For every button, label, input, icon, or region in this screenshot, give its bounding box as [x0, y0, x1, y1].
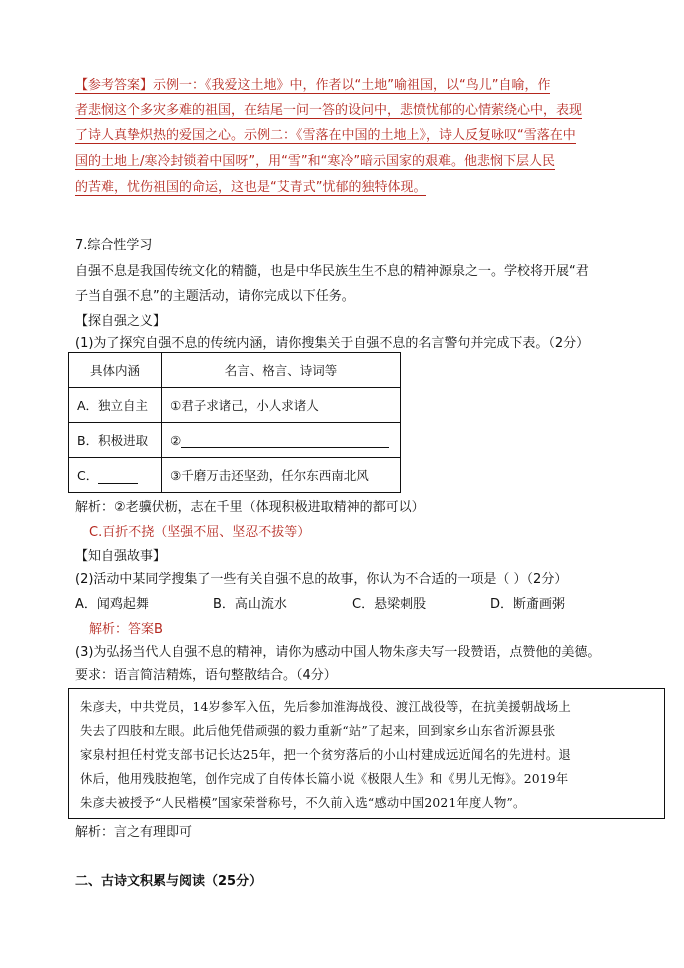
section-story-heading: 【知自强故事】 [75, 549, 167, 564]
table-row [69, 458, 401, 493]
option-d: D．断齑画粥 [490, 597, 566, 612]
question-7-title: 7.综合性学习 [75, 238, 153, 253]
quotes-table [68, 352, 401, 493]
subquestion-3-line-2: 要求：语言简洁精炼，语句整散结合。（4分） [75, 668, 337, 683]
subquestion-3-line-1: (3)为弘扬当代人自强不息的精神，请你为感动中国人物朱彦夫写一段赞语，点赞他的美德。 [75, 645, 601, 660]
answer-line-1: 【参考答案】示例一：《我爱这土地》中，作者以“土地”喻祖国，以“鸟儿”自喻，作 [75, 78, 551, 93]
table-cell-quote: ①君子求诸己，小人求诸人 [162, 388, 401, 423]
table-cell-quote: ② [162, 423, 401, 458]
table-header-quotes: 名言、格言、诗词等 [162, 353, 401, 388]
table-row [69, 423, 401, 458]
option-b: B．高山流水 [213, 597, 287, 612]
section-two-heading: 二、古诗文积累与阅读（25分） [75, 874, 263, 889]
option-c: C．悬梁刺股 [352, 597, 427, 612]
answer-label: 【参考答案】 [75, 78, 154, 93]
table-cell-meaning: C． [69, 458, 162, 493]
section-explore-heading: 【探自强之义】 [75, 314, 167, 329]
intro-line-1: 自强不息是我国传统文化的精髓，也是中华民族生生不息的精神源泉之一。学校将开展“君 [75, 264, 589, 279]
material-line: 失去了四肢和左眼。此后他凭借顽强的毅力重新“站”了起来，回到家乡山东省沂源县张 [80, 724, 556, 738]
material-line: 家泉村担任村党支部书记长达25年，把一个贫穷落后的小山村建成远近闻名的先进村。退 [80, 748, 571, 762]
answer-line-2: 者悲悯这个多灾多难的祖国，在结尾一问一答的设问中，悲愤忧郁的心情萦绕心中，表现 [75, 103, 583, 118]
table-header-row [69, 353, 401, 388]
analysis-3: 解析：言之有理即可 [75, 825, 193, 840]
material-line: 休后，他用残肢抱笔，创作完成了自传体长篇小说《极限人生》和《男儿无悔》。2019年 [80, 772, 569, 786]
subquestion-1: (1)为了探究自强不息的传统内涵，请你搜集关于自强不息的名言警句并完成下表。（2分） [75, 336, 590, 351]
table-row [69, 388, 401, 423]
table-cell-quote: ③千磨万击还坚劲，任尔东西南北风 [162, 458, 401, 493]
analysis-1b: C.百折不挠（坚强不屈、坚忍不拔等） [89, 525, 311, 540]
blank-line [98, 483, 138, 484]
table-header-meaning: 具体内涵 [69, 353, 162, 388]
option-a: A．闻鸡起舞 [75, 597, 149, 612]
answer-line-5: 的苦难，忧伤祖国的命运，这也是“艾青式”忧郁的独特体现。 [75, 180, 427, 195]
material-line: 朱彦夫被授予“人民楷模”国家荣誉称号，不久前入选“感动中国2021年度人物”。 [80, 796, 526, 810]
table-cell-meaning: B．积极进取 [69, 423, 162, 458]
table-cell-meaning: A．独立自主 [69, 388, 162, 423]
subquestion-2: (2)活动中某同学搜集了一些有关自强不息的故事，你认为不合适的一项是（ ）（2分） [75, 572, 568, 587]
analysis-2: 解析：答案B [89, 622, 163, 637]
material-line: 朱彦夫，中共党员，14岁参军入伍，先后参加淮海战役、渡江战役等，在抗美援朝战场上 [80, 700, 571, 714]
material-box [68, 688, 665, 819]
analysis-1a: 解析：②老骥伏枥，志在千里（体现积极进取精神的都可以） [75, 500, 425, 515]
answer-line-3: 了诗人真挚炽热的爱国之心。示例二：《雪落在中国的土地上》，诗人反复咏叹“雪落在中 [75, 128, 576, 143]
blank-line [181, 447, 389, 448]
answer-line-4: 国的土地上/寒冷封锁着中国呀”，用“雪”和“寒冷”暗示国家的艰难。他悲悯下层人民 [75, 154, 556, 169]
intro-line-2: 子当自强不息”的主题活动，请你完成以下任务。 [75, 289, 355, 304]
